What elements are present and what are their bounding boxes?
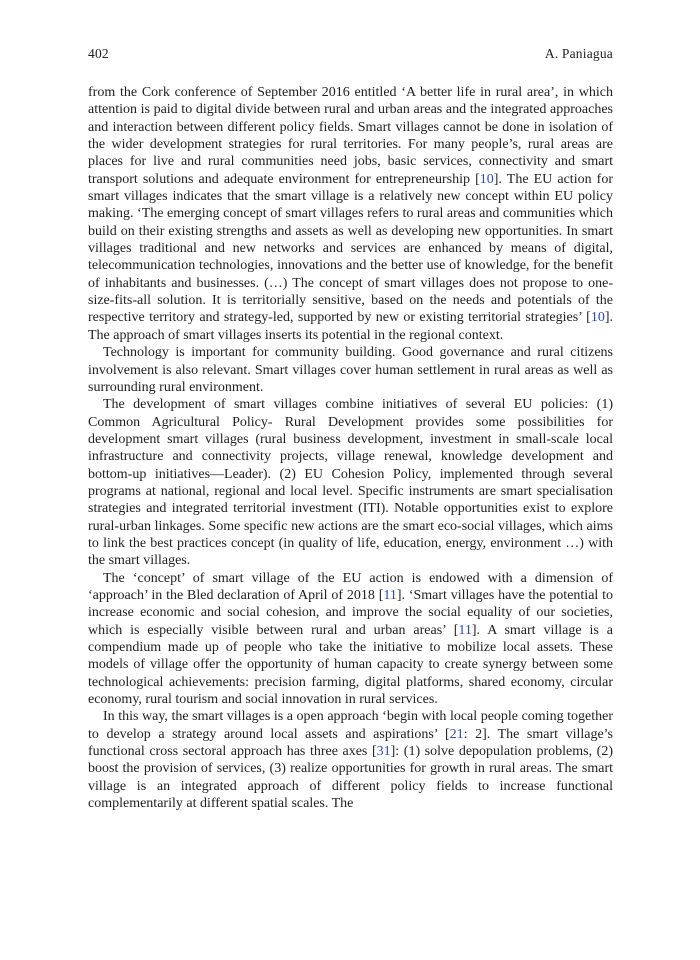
text-segment: ]. The approach of smart villages inserts its potential in the regional context. — [88, 310, 613, 343]
text-segment: : 2]. The smart village’s functional cross sectoral approach has three axes [ — [88, 726, 614, 760]
text-segment: The ‘concept’ of smart village of the EU action is endowed with a dimension of ‘approach’ in the Bled declaration of April of 2018 [ — [88, 570, 613, 603]
paragraph — [88, 570, 613, 709]
text-segment: ]. ‘Smart villages have the potential to increase economic and social cohesion, and improve the social equality of our societies, which is especially visible between rural and urban areas’ [ — [88, 587, 614, 638]
text-segment: In this way, the smart villages is a open approach ‘begin with local people coming together to develop a strategy around local assets and aspirations’ [ — [88, 709, 613, 742]
text-segment: ]. The EU action for smart villages indicates that the smart village is a relatively new concept within EU policy making. ‘The emerging concept of smart villages refers to rural areas and communities which build on their existing strengths and assets as well as developing new opportunities. In smart villages traditional and new networks and services are enhanced by means of digital, telecommunication technologies, innovations and the better use of knowledge, for the benefit of inhabitants and businesses. (…) The concept of smart villages does not propose to one-size-fits-all solution. It is territorially sensitive, based on the needs and potentials of the respective territory and strategy-led, supported by new or existing territorial strategies’ [ — [88, 171, 614, 326]
citation-link[interactable]: 21 — [449, 726, 464, 742]
text-segment: from the Cork conference of September 2016 entitled ‘A better life in rural area’, in which attention is paid to digital divide between rural and urban areas and the integrated approaches and interaction between different policy fields. Smart villages cannot be done in isolation of the wider development strategies for rural territories. For many people’s, rural areas are places for live and rural communities need jobs, basic services, connectivity and smart transport solutions and adequate environment for entrepreneurship [ — [88, 85, 613, 187]
citation-link[interactable]: 11 — [383, 587, 397, 603]
paragraph — [88, 84, 613, 344]
text-segment: ]. A smart village is a compendium made up of people who take the initiative to mobilize local assets. These models of village offer the opportunity of human capacity to create synergy between some technological achievements: precision farming, digital platforms, shared economy, circular economy, rural tourism and social innovation in rural services. — [88, 622, 613, 708]
page-number: 402 — [88, 46, 109, 61]
running-author: A. Paniagua — [544, 46, 613, 61]
citation-link[interactable]: 10 — [590, 310, 605, 326]
citation-link[interactable]: 31 — [376, 744, 391, 760]
citation-link[interactable]: 11 — [458, 622, 472, 638]
paragraph — [88, 708, 613, 812]
body-text — [88, 84, 613, 812]
paragraph — [88, 344, 613, 396]
text-segment: ]: (1) solve depopulation problems, (2) boost the provision of services, (3) realize opportunities for growth in rural areas. The smart village is an integrated approach of different policy fields to increase functional complementarily at different spatial scales. The — [88, 744, 614, 812]
paragraph — [88, 396, 613, 569]
text-segment: Technology is important for community building. Good governance and rural citizens involvement is also relevant. Smart villages cover human settlement in rural areas as well as surrounding rural environment. — [88, 345, 613, 395]
running-head — [88, 46, 613, 62]
citation-link[interactable]: 10 — [479, 171, 494, 187]
text-segment: The development of smart villages combine initiatives of several EU policies: (1) Common Agricultural Policy- Rural Development provides some possibilities for development smart villages (rural business development, investment in small-scale local infrastructure and connectivity projects, village renewal, knowledge development and bottom-up initiatives—Leader). (2) EU Cohesion Policy, implemented through several programs at national, regional and local level. Specific instruments are smart specialisation strategies and integrated territorial investment (ITI). Notable opportunities exist to explore rural-urban linkages. Some specific new actions are the smart eco-social villages, which aims to link the best practices concept (in quality of life, education, energy, environment …) with the smart villages. — [88, 397, 613, 569]
